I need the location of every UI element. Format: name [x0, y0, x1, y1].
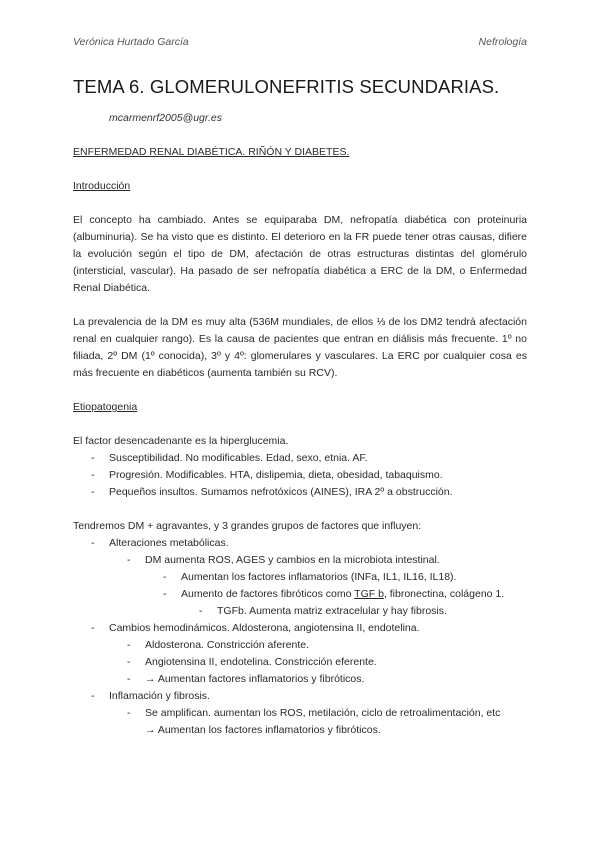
intro-heading: Introducción	[73, 180, 131, 192]
list-item: - DM aumenta ROS, AGES y cambios en la microbiota intestinal.	[127, 554, 440, 566]
list-item: - Progresión. Modificables. HTA, dislipemia, dieta, obesidad, tabaquismo.	[91, 469, 443, 481]
intro-paragraph-2: La prevalencia de la DM es muy alta (536M mundiales, de ellos ⅓ de los DM2 tendrá afectación renal en cualquier rango). Es la causa de pacientes que entran en diálisis más frecuente. 1º no filiada, 2º DM (1º conocida), 3º y 4º: glomerulares y vasculares. La ERC por cualquier cosa es más frecuente en diabéticos (aumenta también su RCV).	[73, 316, 527, 379]
list-item: - TGFb. Aumenta matriz extracelular y hay fibrosis.	[199, 605, 447, 617]
header-subject: Nefrología	[478, 36, 527, 48]
section-heading-main: ENFERMEDAD RENAL DIABÉTICA. RIÑÓN Y DIABETES.	[73, 146, 350, 158]
list-item: - Cambios hemodinámicos. Aldosterona, angiotensina II, endotelina.	[91, 622, 420, 634]
list-item: - Susceptibilidad. No modificables. Edad, sexo, etnia. AF.	[91, 452, 368, 464]
list-item: - Inflamación y fibrosis.	[91, 690, 210, 702]
list-item: - → Aumentan factores inflamatorios y fibróticos.	[127, 673, 365, 685]
list-item: - Aldosterona. Constricción aferente.	[127, 639, 310, 651]
list-item: - Aumento de factores fibróticos como TGF b, fibronectina, colágeno 1.	[163, 588, 505, 600]
page-header	[73, 36, 527, 48]
etio-lead: El factor desencadenante es la hiperglucemia.	[73, 435, 289, 447]
document-body	[73, 144, 527, 739]
list-item-continuation: → Aumentan los factores inflamatorios y fibróticos.	[145, 724, 381, 736]
etio-lead-2: Tendremos DM + agravantes, y 3 grandes grupos de factores que influyen:	[73, 520, 422, 532]
author-email: mcarmenrf2005@ugr.es	[109, 112, 222, 124]
list-item: - Aumentan los factores inflamatorios (INFa, IL1, IL16, IL18).	[163, 571, 457, 583]
header-author: Verónica Hurtado García	[73, 36, 189, 48]
list-item: - Alteraciones metabólicas.	[91, 537, 229, 549]
intro-paragraph-1: El concepto ha cambiado. Antes se equiparaba DM, nefropatía diabética con proteinuria (albuminuria). Se ha visto que es distinto. El deterioro en la FR puede tener otras causas, difiere la evolución según el tipo de DM, afectación de otras estructuras distintas del glomérulo (intersticial, vascular). Ha pasado de ser nefropatía diabética a ERC de la DM, o Enfermedad Renal Diabética.	[73, 214, 527, 294]
page-title: TEMA 6. GLOMERULONEFRITIS SECUNDARIAS.	[73, 76, 500, 97]
list-item: - Angiotensina II, endotelina. Constricción eferente.	[127, 656, 377, 668]
etio-heading: Etiopatogenia	[73, 401, 138, 413]
list-item: - Pequeños insultos. Sumamos nefrotóxicos (AINES), IRA 2º a obstrucción.	[91, 486, 453, 498]
list-item: - Se amplifican. aumentan los ROS, metilación, ciclo de retroalimentación, etc	[127, 707, 501, 719]
